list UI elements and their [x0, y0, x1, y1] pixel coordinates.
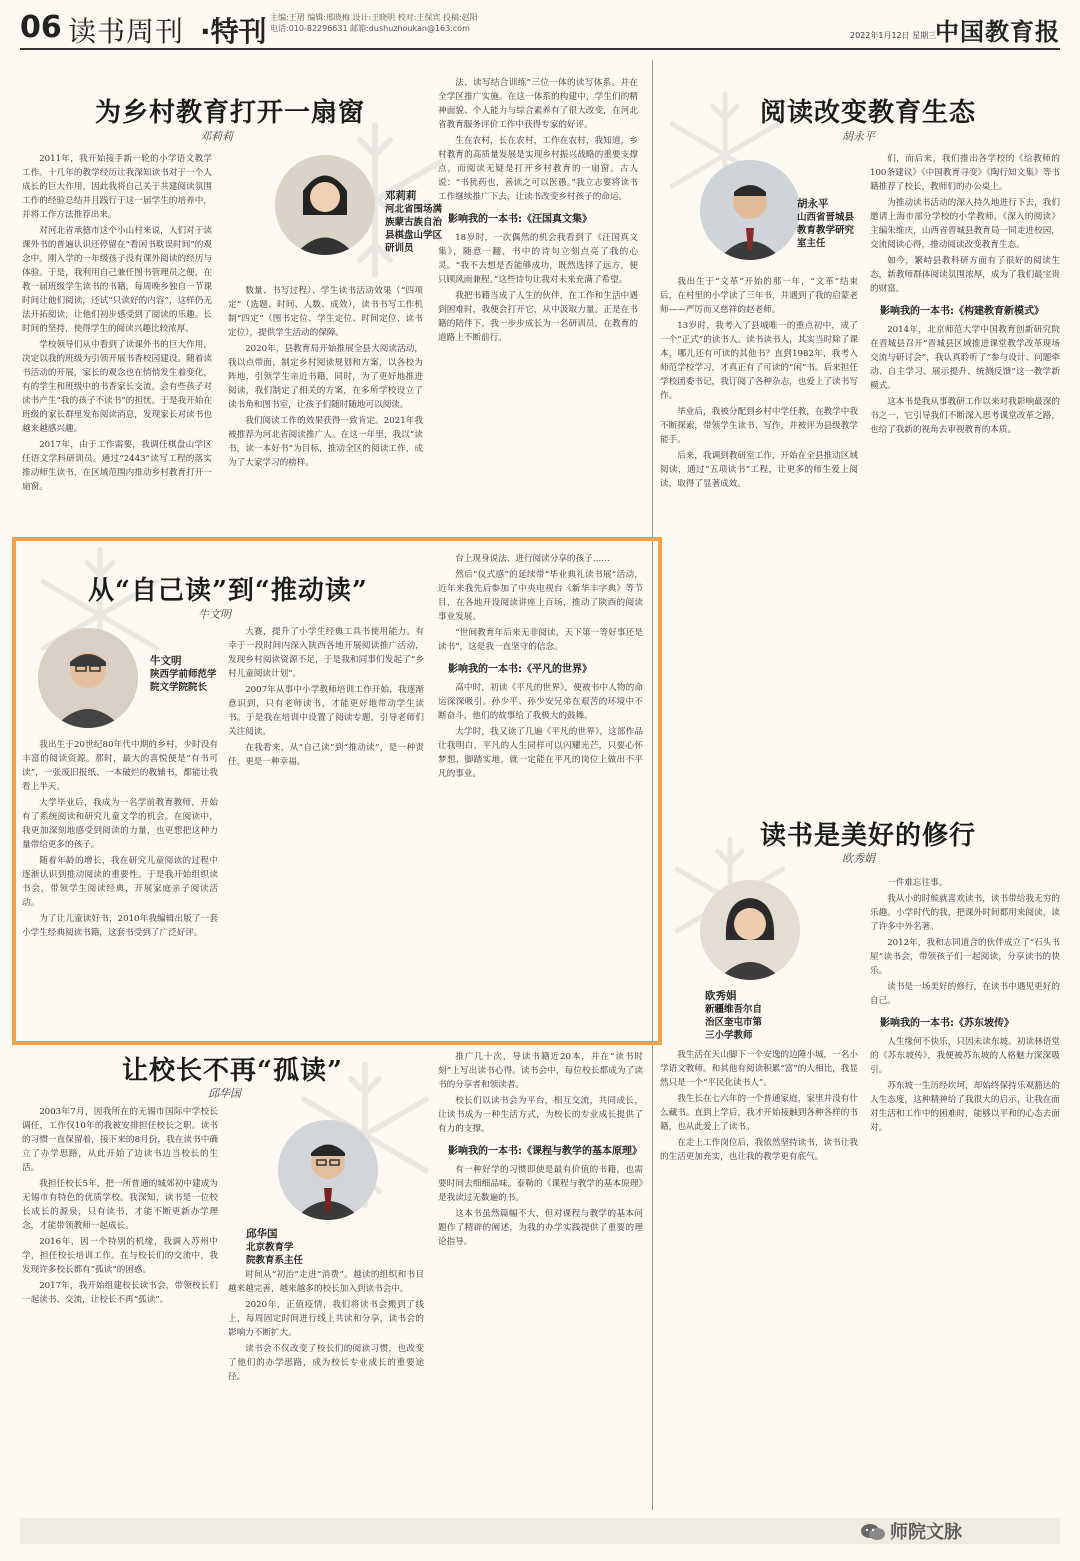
article3-column1: 我出生于20世纪80年代中期的乡村，少时没有丰富的阅读资源。那时，最大的喜悦便是“有书可读”，一张废旧报纸、一本破烂的教辅书，都能让我看上半天。 大学毕业后，我成为一名学前教育教师，开始有了系统阅读和研究儿童文学的机会。在阅读中，我更加深刻地感受到阅读的力量，也更想把这种力量带给更多的孩子。 随着年龄的增长，我在研究儿童阅读的过程中逐渐认识到推动阅读的重要性。于是我开始组织读书会，带领学生阅读经典，开展家庭亲子阅读活动。 为了让儿童读好书，2010年我编辑出版了一套小学生经典阅读书籍，这套书受到了广泛好评。	[22, 740, 218, 938]
article3-title: 从“自己读”到“推动读”	[88, 576, 368, 606]
page-number: 06	[20, 10, 62, 45]
author-photo-hu	[700, 160, 800, 260]
article5-title: 读书是美好的修行	[760, 821, 977, 851]
article2-title: 阅读改变教育生态	[760, 98, 977, 128]
article4-column1: 2003年7月，因我所在的无锡市国际中学校长调任，工作仅10年的我被安排担任校长之职。读书的习惯一直保留着，接下来的8月份，我在读书中确立了办学思路，从此开始了边读书边当校长的生活。 我担任校长5年，把一所普通的城郊初中建成为无锡市有特色的优质学校。我深知，读书是一位校长成长的源泉，只有读书，才能不断更新办学理念，才能带领教师一起成长。 2016年，因一个特别的机缘，我调入苏州中学，担任校长培训工作。在与校长们的交流中，我发现许多校长都有“孤读”的困惑。 2017年，我开始组建校长读书会，带领校长们一起读书、交流，让校长不再“孤读”。	[22, 1107, 218, 1305]
article1-column2: 数量、书写过程）、学生读书活动效果（“四项定”（选题、时间、人数、成效），读书书写工作机制“四定”（图书定位、学生定位、时间定位、读书定位），提供学生活动的保障。 2020年，县教育局开始推展全县大阅读活动，我以点带面，制定乡村阅读规划和方案，以各校为阵地，引领学生亲近书籍，同时，为了更好地推进阅读，我们制定了相关的方案，在多所学校设立了读书角和图书室，让孩子们随时随地可以阅读。 我们阅读工作的效果获得一致肯定。2021年我被推荐为河北省阅读推广人。在这一年里，我以“读书，读一本好书”为目标，推动全区的阅读工作，成为了大家学习的榜样。	[228, 286, 423, 468]
author-caption-niu: 牛文明 陕西学前师范学 院文学院院长	[150, 655, 217, 693]
article3-author: 牛文明	[198, 608, 231, 621]
article4-column3: 推广几十次，导读书籍近20本，并在“读书时刻”上写出读书心得。读书会中，每位校长都成为了读书的分享者和领读者。 校长们以读书会为平台，相互交流，共同成长，让读书成为一种生活方式，为校长的专业成长提供了有力的支撑。 影响我的一本书:《课程与教学的基本原理》 有一种好学的习惯即使是最有价值的书籍，也需要时间去细细品味。泰勒的《课程与教学的基本原理》是我读过无数遍的书。 这本书虽然篇幅不大，但对课程与教学的基本问题作了精辟的阐述，为我的办学实践提供了重要的理论指导。	[438, 1052, 643, 1247]
author-photo-deng	[275, 155, 375, 255]
article1-column1: 2011年，我开始接手新一轮的小学语文教学工作。十几年的教学经历让我深知读书对于一个人成长的巨大作用，因此我将自己关于共建阅读氛围工作的经验总结并且践行于这一届学生的培养中，并将工作方法推荐出来。 对河北省承德市这个小山村来说，人们对于读课外书的普遍认识还停留在“看闲书耽误时间”的观念中。刚入学的一年级孩子没有课外阅读的经历与体验。于是，我利用自己兼任图书管理员之便，在教一届班级学生读书的书籍，每周晚乡独自一节课时间让他们阅读，还试“只读好的内容”，这样仍无法开拓阅读，让他们初步感受到了阅读的乐趣。长时间的坚持，使得学生的阅读兴趣比较浓厚。 学校领导们从中看到了读课外书的巨大作用，决定以我的班级为引领开展书香校园建设。随着读书活动的开展，家长的观念也在悄悄发生着变化，有的学生和班级中的书香家长交流。会有些孩子对读书产生“我的孩子不读书”的担忧。于是我开始在班级的家长群里发布阅读消息，发现家长对读书也越来越感兴趣。 2017年，由于工作需要，我调任棋盘山学区任语文学科研训员。通过“2443”读写工程的落实推动师生读书，在区域范围内推动乡村教育打开一扇窗。	[22, 154, 212, 492]
article4-title: 让校长不再“孤读”	[122, 1056, 343, 1086]
author-caption-qiu: 邱华国 北京教育学 院教育系主任	[246, 1228, 304, 1266]
article5-column2: 一件难忘往事。 我从小的时候就喜欢读书，读书带给我无穷的乐趣。小学时代的我，把课外时间都用来阅读，读了许多中外名著。 2012年，我和志同道合的伙伴成立了“石头书屋”读书会，带领孩子们一起阅读，分享读书的快乐。 读书是一场美好的修行，在读书中遇见更好的自己。 影响我的一本书:《苏东坡传》 人生缘何不快乐，只因未读东坡。初读林语堂的《苏东坡传》，我便被苏东坡的人格魅力深深吸引。 苏东坡一生历经坎坷，却始终保持乐观豁达的人生态度，这种精神给了我很大的启示，让我在面对生活和工作中的困难时，能够以平和的心态去面对。	[870, 878, 1060, 1133]
article4-author: 邱华国	[208, 1087, 241, 1100]
wechat-icon	[860, 1522, 886, 1542]
credits-line1: 主编:王珺 编辑:邢晓梅 设计:王晓明 校对:王保宾 投稿:赵阳	[270, 13, 478, 22]
article1-author: 邓莉莉	[200, 130, 233, 143]
article2-author: 胡永平	[842, 130, 875, 143]
author-photo-ou	[700, 880, 800, 980]
section-tag: ·特刊	[200, 15, 267, 48]
article1-subhead: 影响我的一本书:《汪国真文集》	[448, 214, 592, 225]
credits	[270, 12, 550, 34]
issue-date: 2022年1月12日 星期三	[850, 31, 937, 40]
author-photo-niu	[38, 628, 138, 728]
article5-author: 欧秀娟	[842, 852, 875, 865]
section-name: 读书周刊	[68, 15, 185, 48]
article1-column3: 法、读写结合训练”三位一体的读写体系。并在全学区推广实施。在这一体系的构建中，学生们的精神面貌、个人能力与综合素养有了很大改变，在河北省教育服务评价工作中获得专家的好评。 生在农村，长在农村，工作在农村，我知道，乡村教育的高质量发展是实现乡村振兴战略的重要支撑点，而阅读无疑是打开乡村教育的一扇窗。古人说：“书犹药也，善读之可以医愚。”我立志要将读书工作继续推广下去，让读书改变乡村孩子的命运。 影响我的一本书:《汪国真文集》 18岁时，一次偶然的机会我看到了《汪国真文集》，随意一翻，书中的诗句立刻点亮了我的心灵。“我不去想是否能够成功，既然选择了远方，便只顾风雨兼程。”这些诗句让我对未来充满了希望。 我把书籍当成了人生的伙伴，在工作和生活中遇到困难时，我便会打开它，从中汲取力量。正是在书籍的陪伴下，我一步步成长为一名研训员，在教育的道路上不断前行。	[438, 78, 638, 343]
author-caption-hu: 胡永平 山西省晋城县 教育教学研究 室主任	[797, 198, 855, 249]
article4-column2: 时间从“初治”走进“消费”。越读的组织和书目越来越完善，越来越多的校长加入到读书会中。 2020年，正值疫情，我们将读书会搬到了线上，每周固定时间进行线上共读和分享，读书会的影响力不断扩大。 读书会不仅改变了校长们的阅读习惯，也改变了他们的办学思路，成为校长专业成长的重要途径。	[228, 1270, 424, 1382]
article5-subhead: 影响我的一本书:《苏东坡传》	[880, 1018, 1014, 1029]
author-caption-deng: 邓莉莉 河北省围场满 族蒙古族自治 县棋盘山学区 研训员	[385, 190, 443, 254]
article3-subhead: 影响我的一本书:《平凡的世界》	[448, 664, 592, 675]
header-rule	[20, 48, 1060, 50]
article3-column3: 台上现身说法、进行阅读分享的孩子…… 然后“仪式感”的延续带“毕业典礼读书展”活动，近年来我先后参加了中央电视台《新华丰字典》等节目，在各地开设阅读讲座上百场，推动了陕西的阅读事业发展。 “世间教育年后来无非阅读，天下第一等好事还是读书”，这是我一直坚守的信念。 影响我的一本书:《平凡的世界》 高中时，初读《平凡的世界》，便被书中人物的命运深深吸引。孙少平、孙少安兄弟在艰苦的环境中不断奋斗，他们的故事给了我极大的鼓舞。 大学时，我又读了几遍《平凡的世界》，这部作品让我明白，平凡的人生同样可以闪耀光芒，只要心怀梦想，脚踏实地，就一定能在平凡的岗位上做出不平凡的事业。	[438, 554, 643, 779]
article1-title: 为乡村教育打开一扇窗	[95, 98, 366, 128]
article2-column1: 我出生于“文革”开始的那一年，“文革”结束后，在村里的小学读了三年书，并遇到了我的启蒙老师——严厉而又慈祥的赵老师。 13岁时，我考入了县城唯一的重点初中，成了一个“正式”的读书人。读书读书人，其实当时除了课本，哪儿还有可读的其他书？直到1982年，我考入师范学校学习，才真正有了可读的“闲”书。后来担任学校团委书记，我订阅了各种杂志，也爱上了读书写作。 毕业后，我被分配到乡村中学任教，在教学中我不断探索，带领学生读书、写作，并被评为县级教学能手。 后来，我调到教研室工作，开始在全县推动区域阅读，通过“五项读书”工程，让更多的师生爱上阅读，取得了显著成效。	[660, 277, 858, 489]
article2-subhead: 影响我的一本书:《构建教育新模式》	[880, 306, 1044, 317]
author-photo-qiu	[278, 1120, 378, 1220]
watermark: 师院文脉	[890, 1522, 962, 1543]
masthead-logo: 中国教育报	[935, 17, 1060, 46]
author-caption-ou: 欧秀娟 新疆维吾尔自 治区奎屯市第 三小学教师	[705, 990, 763, 1041]
credits-line2: 电话:010-82296631 邮箱:dushuzhoukan@163.com	[270, 24, 470, 33]
article5-column1: 我生活在天山脚下一个安逸的边陲小城，一名小学语文教师。和其他有阅读积累“富”的人相比，我显然只是一个“平民化读书人”。 我生长在七六年的一个普通家庭，家里并没有什么藏书。直到上学后，我才开始接触到各种各样的书籍，也从此爱上了读书。 在走上工作岗位后，我依然坚持读书，读书让我的生活更加充实，也让我的教学更有底气。	[660, 1050, 858, 1162]
article3-column2: 大赛，提升了小学生经典工具书使用能力。有幸于一段时间内深入陕西各地开展阅读推广活动，发现乡村阅读资源不足，于是我和同事们发起了“乡村儿童阅读计划”。 2007年从事中小学教师培训工作开始，我逐渐意识到，只有老师读书，才能更好地带动学生读书。于是我在培训中设置了阅读专题，引导老师们关注阅读。 在我看来，从“自己读”到“推动读”，是一种责任，更是一种幸福。	[228, 627, 424, 767]
page-header	[0, 0, 1080, 48]
article4-subhead: 影响我的一本书:《课程与教学的基本原理》	[448, 1146, 642, 1157]
article2-column2: 们，而后来，我们推出各学校的《给教师的100条建议》《中国教育寻变》《陶行知文集》等书籍推荐了校长，教师们的办公桌上。 为推动读书活动的深入持久地进行下去，我们邀请上海市部分学校的小学教师，《深入的阅读》主编朱维庆，山西省晋城县教育局一同走进校园，交流阅读心得，推动阅读改变教育生态。 如今，繁峙县教科研方面有了很好的阅读生态，新教师群体阅读氛围浓厚，成为了我们最宝贵的财富。 影响我的一本书:《构建教育新模式》 2014年，北京师范大学中国教育创新研究院在晋城县召开“晋城县区域推进课堂教学改革现场交流与研讨会”，我认真聆听了“参与设计、问题牵动、自主学习、展示提升、统测反馈”这一教学新模式。 这本书是我从事教研工作以来对我影响最深的书之一，它引导我们不断深入思考课堂改革之路，也给了我新的视角去审视教育的本质。	[870, 154, 1060, 435]
